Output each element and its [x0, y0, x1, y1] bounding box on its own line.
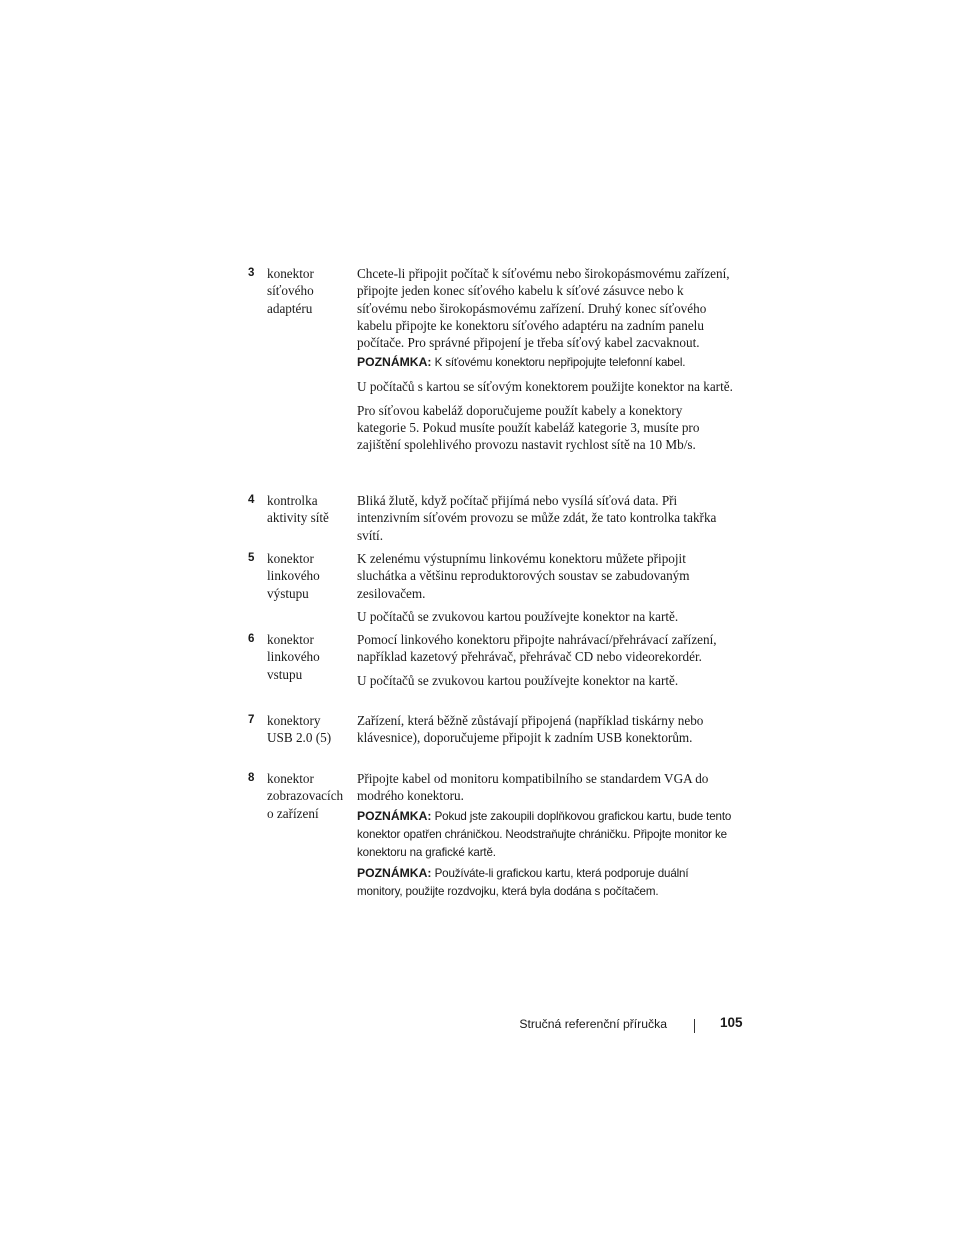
- note: POZNÁMKA: K síťovému konektoru nepřipojujte telefonní kabel.: [357, 355, 686, 370]
- note: POZNÁMKA: Pokud jste zakoupili doplňkovou grafickou kartu, bude tento konektor opatřen chráničkou. Neodstraňujte chráničku. Připojte monitor ke konektoru na grafické kartě.: [357, 808, 732, 859]
- item-number: 4: [248, 494, 255, 506]
- item-number: 3: [248, 267, 255, 279]
- item-label: konektory USB 2.0 (5): [267, 713, 332, 746]
- item-label: kontrolka aktivity sítě: [267, 493, 329, 526]
- item-label: konektor zobrazovacích o zařízení: [267, 771, 344, 821]
- item-number: 7: [248, 714, 255, 726]
- item-number: 5: [248, 552, 255, 564]
- item-description: Chcete-li připojit počítač k síťovému nebo širokopásmovému zařízení, připojte jeden konec síťového kabelu k síťové zásuvce nebo k síťovému nebo širokopásmovému zařízení. Druhý konec síťového kabelu připojte ke konektoru síťového adaptéru na zadním panelu počítače. Pro správné připojení je třeba síťový kabel zacvaknout. POZNÁMKA: K síťovému konektoru nepřipojujte telefonní kabel. U počítačů s kartou se síťovým konektorem použijte konektor na kartě. Pro síťovou kabeláž doporučujeme použít kabely a konektory kategorie 5. Pokud musíte použít kabeláž kategorie 3, musíte pro zajištění spolehlivého provozu nastavit rychlost sítě na 10 Mb/s.: [357, 266, 733, 453]
- item-number: 8: [248, 772, 255, 784]
- item-label: konektor síťového adaptéru: [267, 266, 314, 316]
- item-label: konektor linkového výstupu: [267, 551, 320, 601]
- item-description: Bliká žlutě, když počítač přijímá nebo vysílá síťová data. Při intenzivním síťovém provozu se může zdát, že tato kontrolka takřka svítí.: [357, 493, 717, 543]
- page-footer: [0, 1014, 954, 1036]
- page-number: 105: [720, 1015, 743, 1030]
- item-description: Připojte kabel od monitoru kompatibilního se standardem VGA do modrého konektoru. POZNÁMKA: Pokud jste zakoupili doplňkovou grafickou kartu, bude tento konektor opatřen chráničkou. Neodstraňujte chráničku. Připojte monitor ke konektoru na grafické kartě. POZNÁMKA: Používáte-li grafickou kartu, která podporuje duální monitory, použijte rozdvojku, která byla dodána s počítačem.: [357, 770, 733, 901]
- item-description: Zařízení, která běžně zůstávají připojená (například tiskárny nebo klávesnice), doporučujeme připojit k zadním USB konektorům.: [357, 713, 704, 746]
- item-label: konektor linkového vstupu: [267, 632, 320, 682]
- item-description: K zelenému výstupnímu linkovému konektoru můžete připojit sluchátka a většinu reproduktorových soustav se zabudovaným zesilovačem. U počítačů se zvukovou kartou používejte konektor na kartě.: [357, 551, 690, 624]
- footer-title: Stručná referenční příručka: [519, 1017, 667, 1031]
- note: POZNÁMKA: Používáte-li grafickou kartu, která podporuje duální monitory, použijte rozdvojku, která byla dodána s počítačem.: [357, 865, 689, 898]
- footer-separator: [694, 1019, 695, 1033]
- item-number: 6: [248, 633, 255, 645]
- item-description: Pomocí linkového konektoru připojte nahrávací/přehrávací zařízení, například kazetový přehrávač, přehrávač CD nebo videorekordér. U počítačů se zvukovou kartou používejte konektor na kartě.: [357, 632, 717, 688]
